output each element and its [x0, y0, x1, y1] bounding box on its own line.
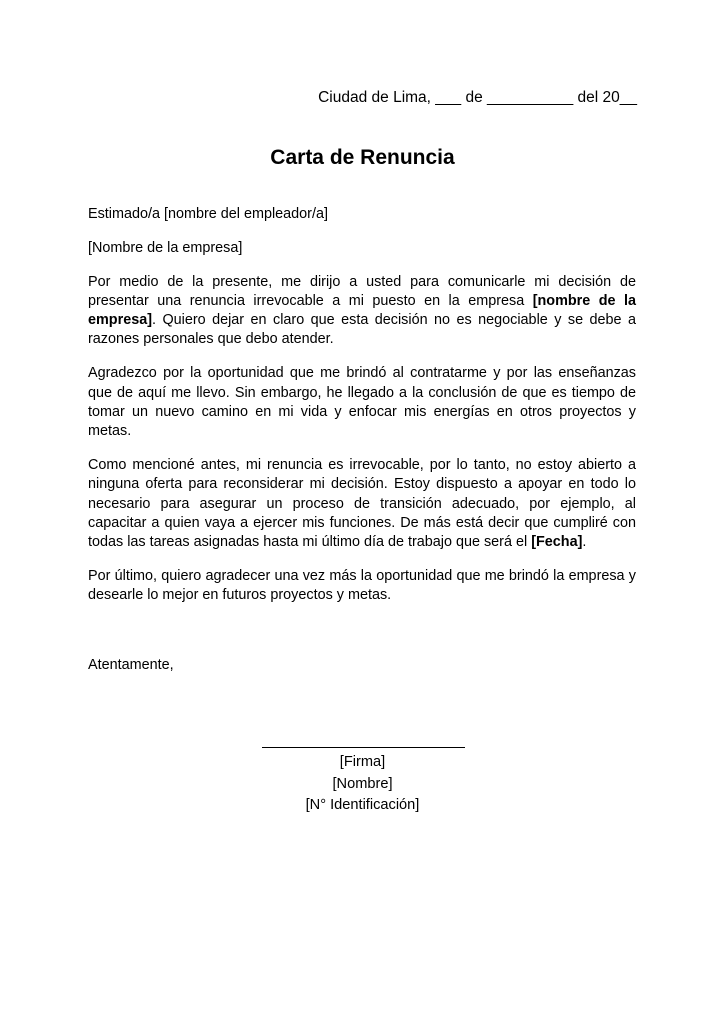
date-placeholder: [Fecha]	[531, 534, 583, 551]
signature-identificacion: [N° Identificación]	[305, 797, 420, 813]
paragraph-1	[88, 273, 636, 350]
paragraph-3	[88, 456, 636, 552]
closing: Atentamente,	[88, 657, 174, 673]
letter-body	[88, 205, 636, 620]
signature-block	[0, 752, 725, 817]
salutation: Estimado/a [nombre del empleador/a]	[88, 206, 328, 222]
date-line: Ciudad de Lima, ___ de __________ del 20__	[318, 89, 637, 106]
company-name-placeholder: [nombre de la empresa]	[88, 292, 637, 329]
letter-title: Carta de Renuncia	[270, 146, 455, 169]
paragraph-3-text-end: .	[582, 534, 587, 551]
company-line: [Nombre de la empresa]	[88, 239, 243, 256]
paragraph-4: Por último, quiero agradecer una vez más la oportunidad que me brindó la empresa y desearle lo mejor en futuros proyectos y metas.	[88, 567, 636, 604]
signature-nombre: [Nombre]	[332, 775, 393, 792]
paragraph-1-text: Por medio de la presente, me dirijo a usted para comunicarle mi decisión de presentar una renuncia irrevocable a mi puesto en la empresa	[88, 273, 636, 309]
paragraph-2: Agradezco por la oportunidad que me brindó al contratarme y por las enseñanzas que de aquí me llevo. Sin embargo, he llegado a la conclusión de que es tiempo de tomar un nuevo camino en mi vida y enfocar mis energías en otros proyectos y metas.	[88, 365, 636, 440]
paragraph-1-text-end: . Quiero dejar en claro que esta decisión no es negociable y se debe a razones personales que debo atender.	[88, 312, 636, 348]
signature-line	[262, 747, 465, 748]
paragraph-3-text: Como mencioné antes, mi renuncia es irrevocable, por lo tanto, no estoy abierto a ninguna oferta para reconsiderar mi decisión. Estoy dispuesto a apoyar en todo lo necesario para asegurar un proceso de transición adecuado, por ejemplo, al capacitar a quien vaya a ejercer mis funciones. De más está decir que cumpliré con todas las tareas asignadas hasta mi último día de trabajo que será el	[88, 456, 636, 551]
signature-firma: [Firma]	[339, 754, 386, 770]
